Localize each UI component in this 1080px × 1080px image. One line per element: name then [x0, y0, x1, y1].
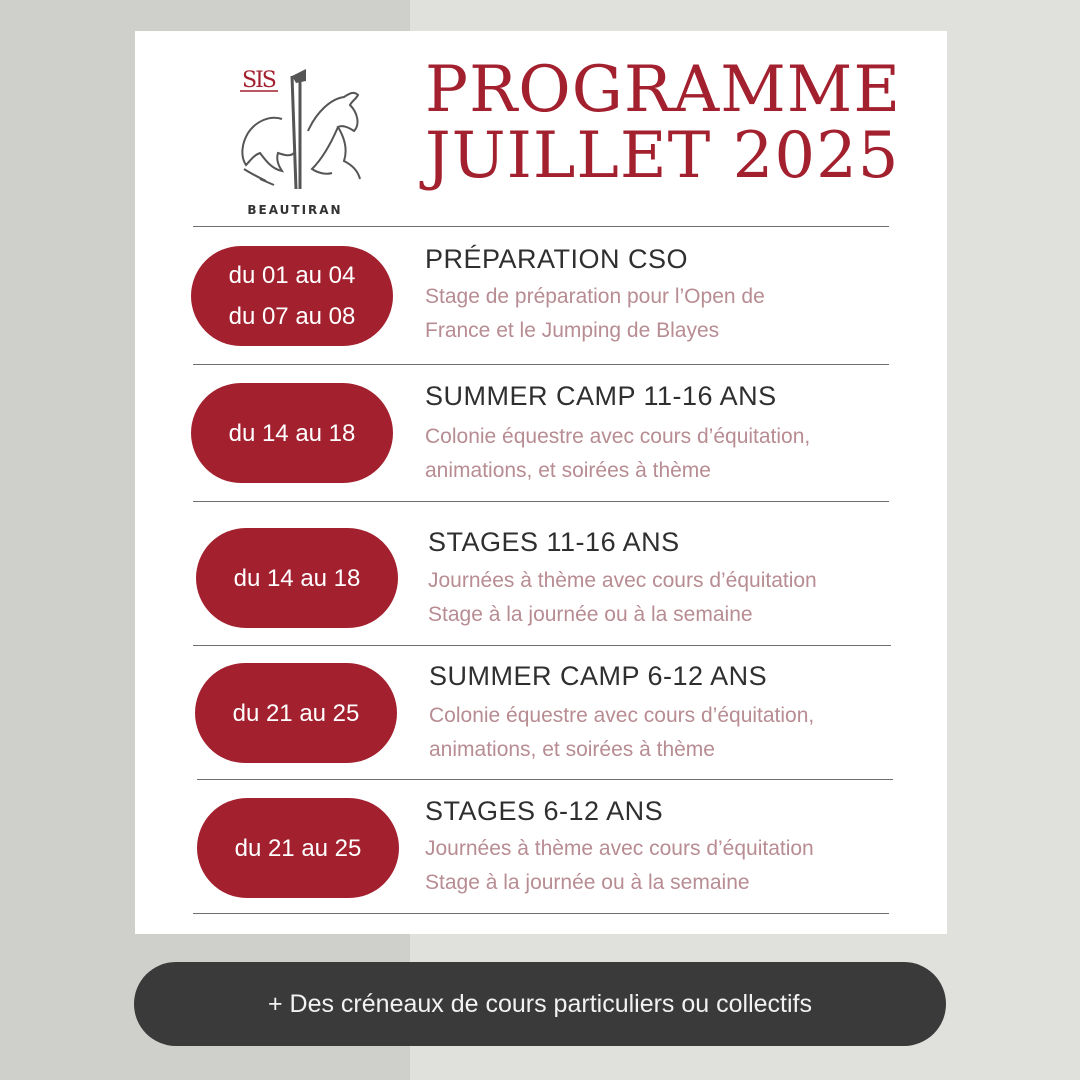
- date-text: du 01 au 04: [228, 262, 356, 289]
- date-badge: [191, 246, 393, 346]
- divider: [193, 913, 889, 914]
- description-line: Stage de préparation pour l’Open de: [425, 285, 765, 308]
- logo: [220, 61, 370, 221]
- program-card: [135, 31, 947, 934]
- item-description: [425, 420, 810, 488]
- description-line: Journées à thème avec cours d’équitation: [428, 569, 817, 592]
- description-line: animations, et soirées à thème: [425, 459, 711, 482]
- item-title: PRÉPARATION CSO: [425, 244, 689, 274]
- item-title: SUMMER CAMP 11-16 ANS: [425, 381, 777, 411]
- divider: [193, 226, 889, 227]
- divider: [193, 645, 891, 646]
- date-text: du 14 au 18: [233, 564, 361, 592]
- item-title: STAGES 6-12 ANS: [425, 796, 664, 826]
- item-description: [429, 699, 814, 767]
- footer-text: + Des créneaux de cours particuliers ou collectifs: [267, 989, 812, 1018]
- date-text: du 07 au 08: [228, 303, 356, 330]
- horse-logo-icon: [220, 61, 370, 201]
- date-text: du 14 au 18: [228, 419, 356, 447]
- date-badge: [191, 383, 393, 483]
- item-description: [425, 280, 765, 348]
- description-line: Colonie équestre avec cours d’équitation,: [425, 425, 811, 448]
- description-line: France et le Jumping de Blayes: [425, 319, 720, 342]
- footer-banner: [134, 962, 946, 1046]
- logo-text: BEAUTIRAN: [247, 203, 343, 217]
- divider: [193, 364, 889, 365]
- date-badge: [197, 798, 399, 898]
- description-line: Journées à thème avec cours d’équitation: [425, 837, 814, 860]
- divider: [193, 501, 889, 502]
- description-line: Stage à la journée ou à la semaine: [425, 871, 750, 894]
- description-line: Colonie équestre avec cours d’équitation,: [429, 704, 815, 727]
- description-line: animations, et soirées à thème: [429, 738, 715, 761]
- item-description: [428, 564, 817, 632]
- date-badge: [196, 528, 398, 628]
- item-title: SUMMER CAMP 6-12 ANS: [429, 661, 768, 691]
- item-description: [425, 832, 814, 900]
- page-title: [425, 53, 945, 193]
- date-badge: [195, 663, 397, 763]
- date-text: du 21 au 25: [232, 699, 360, 727]
- title-line-2: JUILLET 2025: [425, 119, 900, 193]
- description-line: Stage à la journée ou à la semaine: [428, 603, 753, 626]
- title-line-1: PROGRAMME: [425, 53, 902, 127]
- svg-text:SIS: SIS: [242, 68, 275, 93]
- date-text: du 21 au 25: [234, 834, 362, 862]
- item-title: STAGES 11-16 ANS: [428, 527, 680, 557]
- divider: [197, 779, 893, 780]
